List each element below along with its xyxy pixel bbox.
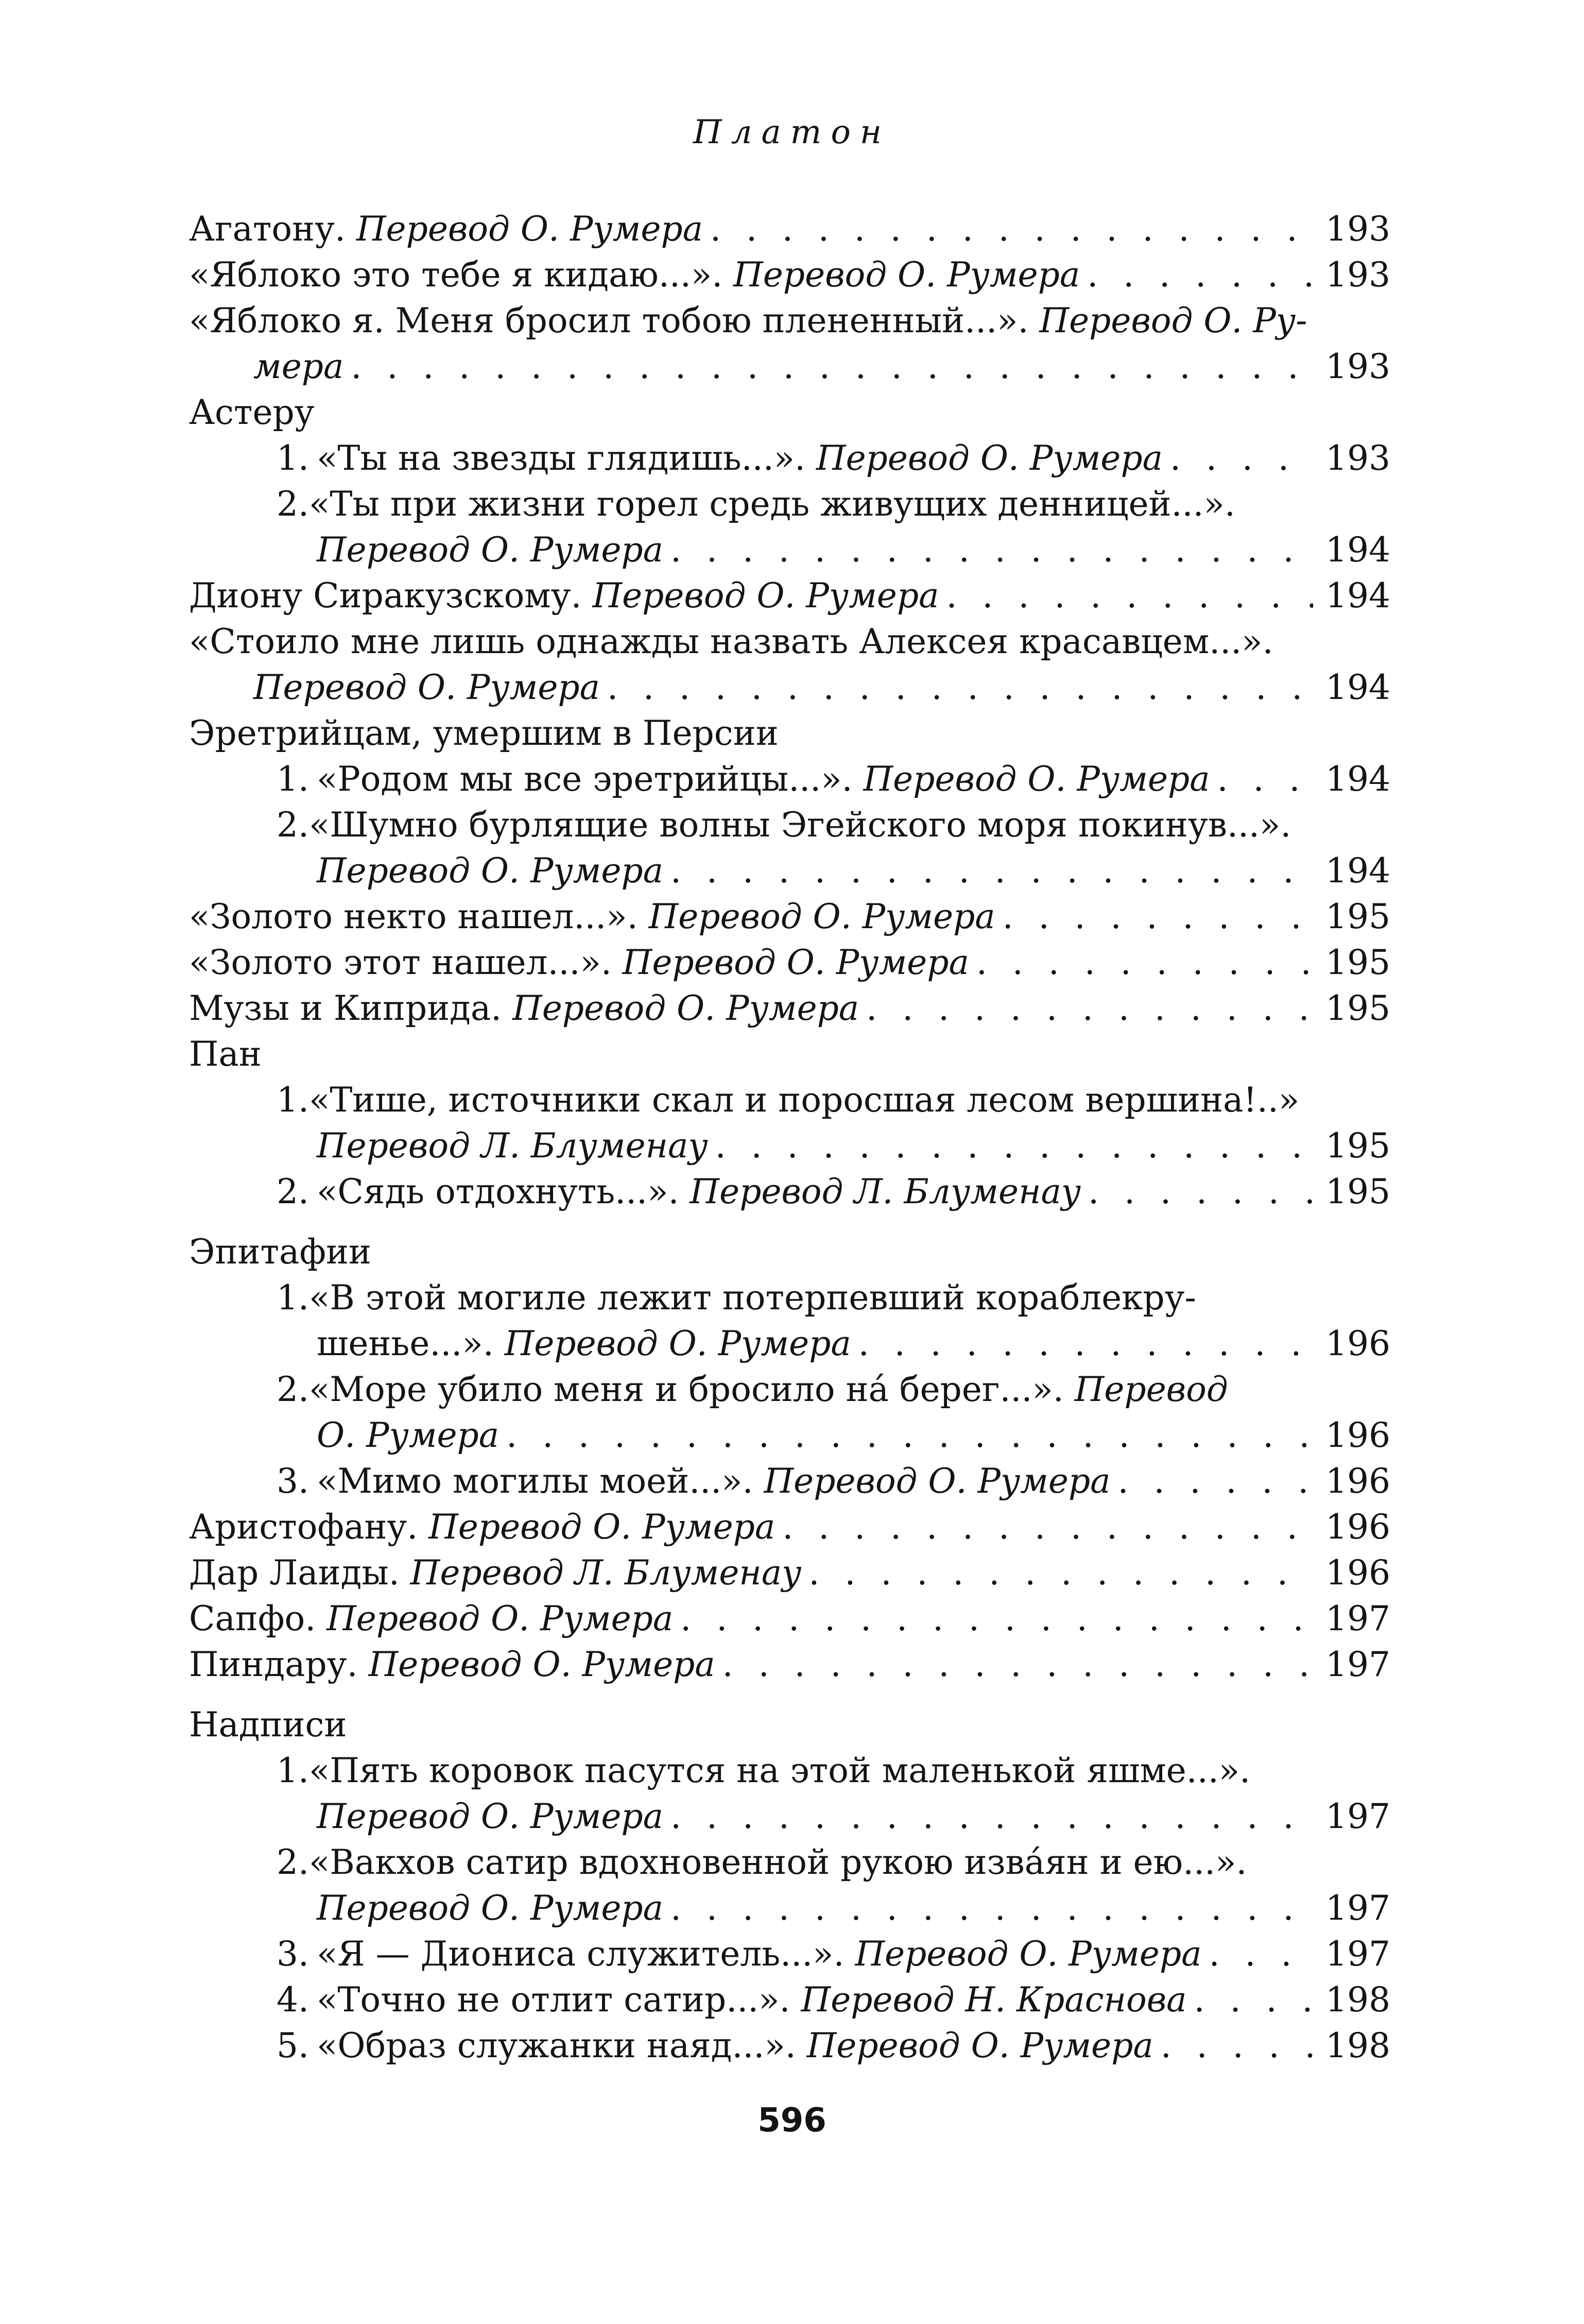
entry-title: Диону Сиракузскому. [189, 576, 582, 616]
entry-title: «Шумно бурлящие волны Эгейского моря покинув...». [308, 805, 1292, 845]
entry-page-number: 193 [1325, 347, 1390, 386]
dot-leader [1081, 1169, 1313, 1215]
entry-number: 2. [277, 1172, 309, 1211]
toc-entry-line [189, 1839, 1390, 1885]
dot-leader [673, 1596, 1313, 1642]
toc-entry-line [189, 298, 1390, 344]
entry-page-number: 197 [1325, 1888, 1390, 1928]
entry-page-number: 193 [1325, 438, 1390, 478]
dot-leader [1210, 756, 1313, 802]
toc-entry [189, 1123, 1390, 1169]
entry-page-number: 198 [1325, 2026, 1390, 2065]
entry-translator: Перевод [1074, 1370, 1228, 1409]
entry-translator: Перевод О. Румера [317, 1797, 664, 1836]
entry-translator: Перевод О. Румера [816, 438, 1163, 478]
entry-title: «Точно не отлит сатир...». [317, 1980, 790, 2020]
entry-title: «Яблоко это тебе я кидаю...». [189, 255, 723, 295]
entry-page-number: 197 [1325, 1797, 1390, 1836]
entry-number: 4. [277, 1980, 309, 2020]
entry-number: 1. [277, 1080, 309, 1120]
dot-leader [708, 1123, 1313, 1169]
dot-leader [995, 894, 1313, 939]
entry-page-number: 195 [1325, 943, 1390, 982]
entry-translator: Перевод О. Румера [368, 1645, 715, 1684]
entry-title: «Сядь отдохнуть...». [317, 1172, 679, 1211]
entry-number: 2. [277, 484, 309, 524]
toc-entry-line [189, 1748, 1390, 1793]
entry-title: «Золото этот нашел...». [189, 943, 612, 982]
dot-leader [1153, 2023, 1313, 2069]
entry-page-number: 195 [1325, 1172, 1390, 1211]
entry-title: «Ты при жизни горел средь живущих денницей...». [308, 484, 1235, 524]
toc-entry [189, 985, 1390, 1031]
dot-leader [343, 344, 1313, 389]
entry-title: «Тише, источники скал и поросшая лесом вершина!..» [308, 1080, 1300, 1120]
entry-page-number: 194 [1325, 668, 1390, 707]
entry-page-number: 196 [1325, 1507, 1390, 1547]
entry-translator-continued: мера [253, 347, 344, 386]
entry-page-number: 195 [1325, 1126, 1390, 1166]
entry-number: 1. [277, 1751, 309, 1790]
entry-number: 2. [277, 805, 309, 845]
dot-leader [715, 1642, 1313, 1687]
toc-entry [189, 756, 1390, 802]
section-heading: Эретрийцам, умершим в Персии [189, 713, 779, 753]
dot-leader [499, 1412, 1313, 1458]
dot-leader [969, 939, 1313, 985]
dot-leader [1201, 1931, 1313, 1977]
entry-page-number: 194 [1325, 576, 1390, 616]
toc-entry-line [189, 1275, 1390, 1321]
entry-translator: Перевод Л. Блуменау [690, 1172, 1081, 1211]
toc-entry [189, 435, 1390, 481]
entry-title: «Стоило мне лишь однажды назвать Алексея красавцем...». [189, 622, 1273, 661]
entry-number: 2. [277, 1370, 309, 1409]
entry-title: «Яблоко я. Меня бросил тобою плененный...». [189, 301, 1029, 340]
dot-leader [703, 206, 1313, 252]
entry-translator: Перевод О. Румера [622, 943, 969, 982]
entry-page-number: 194 [1325, 759, 1390, 799]
entry-number: 1. [277, 759, 309, 799]
dot-leader [663, 1885, 1313, 1931]
running-head: Платон [693, 113, 891, 151]
section-gap [189, 1687, 1390, 1702]
entry-translator: Перевод О. Румера [648, 897, 995, 936]
entry-title: Дар Лаиды. [189, 1553, 400, 1593]
entry-number: 3. [277, 1934, 309, 1974]
entry-page-number: 197 [1325, 1645, 1390, 1684]
entry-translator: Перевод О. Румера [428, 1507, 776, 1547]
entry-translator: Перевод О. Румера [356, 209, 703, 249]
entry-translator: Перевод О. Румера [806, 2026, 1153, 2065]
toc-entry [189, 1977, 1390, 2023]
entry-translator: Перевод О. Румера [592, 576, 939, 616]
dot-leader [939, 573, 1313, 619]
toc-entry-line [189, 802, 1390, 848]
entry-number: 2. [277, 1842, 309, 1882]
dot-leader [1111, 1458, 1313, 1504]
entry-title: Музы и Киприда. [189, 988, 502, 1028]
entry-title: «В этой могиле лежит потерпевший кораблекру- [308, 1278, 1196, 1318]
toc-entry [189, 252, 1390, 298]
toc-entry [189, 1931, 1390, 1977]
entry-translator: Перевод О. Румера [764, 1461, 1111, 1501]
entry-translator: Перевод О. Румера [512, 988, 859, 1028]
dot-leader [600, 664, 1313, 710]
entry-page-number: 196 [1325, 1553, 1390, 1593]
entry-page-number: 197 [1325, 1934, 1390, 1974]
entry-translator-continued: О. Румера [317, 1415, 500, 1455]
page-folio: 596 [757, 2101, 827, 2140]
entry-title: «Образ служанки наяд...». [317, 2026, 796, 2065]
entry-title: Аристофану. [189, 1507, 418, 1547]
toc-entry-line [189, 1366, 1390, 1412]
toc-entry [189, 848, 1390, 894]
entry-page-number: 195 [1325, 897, 1390, 936]
dot-leader [775, 1504, 1313, 1550]
entry-title: Агатону. [189, 209, 346, 249]
entry-number: 3. [277, 1461, 309, 1501]
toc-entry [189, 1550, 1390, 1596]
entry-page-number: 196 [1325, 1461, 1390, 1501]
entry-title-continued: шенье...». [317, 1324, 494, 1363]
dot-leader [801, 1550, 1313, 1596]
entry-title: Сапфо. [189, 1599, 316, 1638]
toc-entry [189, 1793, 1390, 1839]
entry-page-number: 195 [1325, 988, 1390, 1028]
entry-number: 1. [277, 1278, 309, 1318]
entry-title: «Я — Диониса служитель...». [317, 1934, 845, 1974]
section-gap [189, 1215, 1390, 1229]
toc-entry [189, 1458, 1390, 1504]
entry-page-number: 194 [1325, 530, 1390, 570]
entry-title: Пиндару. [189, 1645, 358, 1684]
entry-translator: Перевод Н. Краснова [801, 1980, 1187, 2020]
entry-title: «Родом мы все эретрийцы...». [317, 759, 853, 799]
toc-entry [189, 206, 1390, 252]
toc-entry [189, 664, 1390, 710]
entry-translator: Перевод Л. Блуменау [410, 1553, 802, 1593]
toc-entry [189, 1504, 1390, 1550]
entry-translator: Перевод О. Румера [863, 759, 1210, 799]
toc-entry [189, 2023, 1390, 2069]
toc-entry [189, 1412, 1390, 1458]
dot-leader [851, 1321, 1313, 1366]
entry-translator: Перевод О. Румера [253, 668, 600, 707]
section-heading: Эпитафии [189, 1232, 371, 1272]
entry-translator: Перевод О. Румера [733, 255, 1080, 295]
dot-leader [663, 848, 1313, 894]
entry-page-number: 197 [1325, 1599, 1390, 1638]
dot-leader [1187, 1977, 1313, 2023]
entry-title: «Вакхов сатир вдохновенной рукою изва́ян и ею...». [308, 1842, 1247, 1882]
entry-translator: Перевод О. Ру- [1039, 301, 1307, 340]
toc-entry [189, 894, 1390, 939]
toc-entry-line [189, 481, 1390, 527]
entry-translator: Перевод О. Румера [317, 530, 664, 570]
dot-leader [1163, 435, 1313, 481]
entry-translator: Перевод Л. Блуменау [317, 1126, 708, 1166]
entry-page-number: 196 [1325, 1324, 1390, 1363]
entry-page-number: 193 [1325, 255, 1390, 295]
entry-translator: Перевод О. Румера [317, 1888, 664, 1928]
entry-title: «Золото некто нашел...». [189, 897, 638, 936]
entry-translator: Перевод О. Румера [855, 1934, 1202, 1974]
toc-entry-line [189, 1077, 1390, 1123]
entry-translator: Перевод О. Румера [504, 1324, 851, 1363]
toc-entry [189, 1596, 1390, 1642]
toc-entry [189, 527, 1390, 573]
dot-leader [1080, 252, 1313, 298]
entry-translator: Перевод О. Румера [326, 1599, 674, 1638]
toc-entry [189, 939, 1390, 985]
entry-number: 5. [277, 2026, 309, 2065]
entry-number: 1. [277, 438, 309, 478]
toc-entry [189, 1169, 1390, 1215]
entry-title: «Море убило меня и бросило на́ берег...». [308, 1370, 1064, 1409]
entry-title: «Ты на звезды глядишь...». [317, 438, 805, 478]
entry-page-number: 196 [1325, 1415, 1390, 1455]
entry-page-number: 193 [1325, 209, 1390, 249]
toc-entry [189, 573, 1390, 619]
section-heading: Пан [189, 1034, 262, 1074]
toc-entry [189, 1321, 1390, 1366]
entry-page-number: 194 [1325, 851, 1390, 891]
toc-entry [189, 344, 1390, 389]
entry-translator: Перевод О. Румера [317, 851, 664, 891]
section-heading: Надписи [189, 1705, 347, 1745]
toc-entry [189, 1642, 1390, 1687]
entry-title: «Пять коровок пасутся на этой маленькой яшме...». [308, 1751, 1251, 1790]
table-of-contents [189, 206, 1390, 2069]
toc-entry [189, 1885, 1390, 1931]
entry-title: «Мимо могилы моей...». [317, 1461, 753, 1501]
dot-leader [663, 1793, 1313, 1839]
dot-leader [859, 985, 1313, 1031]
toc-entry-line [189, 619, 1390, 664]
entry-page-number: 198 [1325, 1980, 1390, 2020]
dot-leader [663, 527, 1313, 573]
section-heading: Астеру [189, 392, 315, 432]
